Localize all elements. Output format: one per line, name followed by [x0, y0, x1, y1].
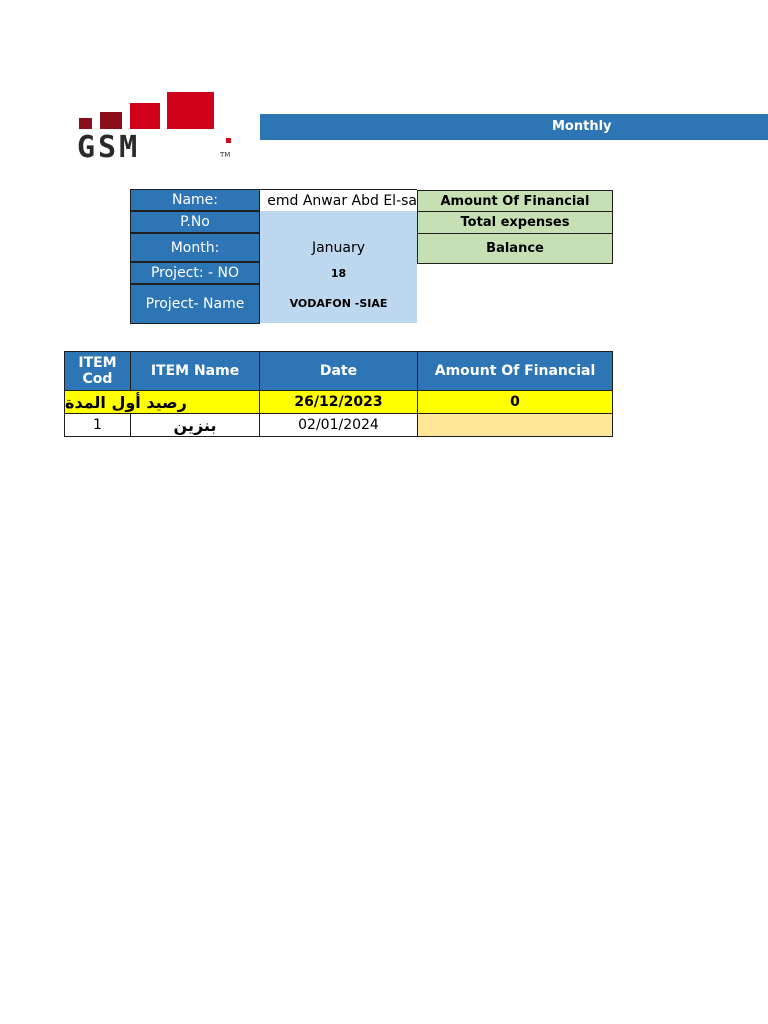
col-header-amount: Amount Of Financial: [417, 351, 613, 391]
pno-label: P.No: [130, 211, 260, 233]
col-header-item-cod: [64, 351, 131, 391]
project-no-value[interactable]: 18: [260, 262, 417, 284]
col-header-item-name: ITEM Name: [130, 351, 260, 391]
name-value[interactable]: [260, 189, 417, 211]
month-value[interactable]: January: [260, 233, 417, 262]
table-row-2-name[interactable]: بنزين: [130, 413, 260, 437]
pno-value[interactable]: [260, 211, 417, 233]
month-label: Month:: [130, 233, 260, 262]
amount-financial-label: Amount Of Financial: [417, 190, 613, 212]
col-header-item-cod-text: ITEM Cod: [78, 355, 117, 387]
total-expenses-label: Total expenses: [417, 211, 613, 234]
logo-square-3: [130, 103, 160, 129]
logo-trademark: TM: [220, 151, 231, 159]
project-name-value[interactable]: VODAFON -SIAE: [260, 284, 417, 323]
name-value-text: emd Anwar Abd El-sa: [267, 192, 417, 209]
logo-square-2: [100, 112, 122, 129]
balance-label: Balance: [417, 233, 613, 264]
logo-square-4: [167, 92, 214, 129]
table-row-1-name[interactable]: رصيد أول المدة: [64, 390, 260, 414]
table-row-1-date[interactable]: 26/12/2023: [259, 390, 418, 414]
table-row-2-amount[interactable]: [417, 413, 613, 437]
project-no-label: Project: - NO: [130, 262, 260, 284]
banner-title: Monthly: [552, 119, 612, 134]
logo-wordmark: GSM: [77, 130, 141, 165]
col-header-date: Date: [259, 351, 418, 391]
name-label: Name:: [130, 189, 260, 211]
logo-square-1: [79, 118, 92, 129]
logo-dot: [226, 138, 231, 143]
project-name-label: Project- Name: [130, 284, 260, 324]
title-banner: [260, 114, 768, 140]
table-row-2-cod[interactable]: 1: [64, 413, 131, 437]
table-row-2-date[interactable]: 02/01/2024: [259, 413, 418, 437]
gsm-logo: [0, 0, 240, 170]
table-row-1-amount[interactable]: 0: [417, 390, 613, 414]
